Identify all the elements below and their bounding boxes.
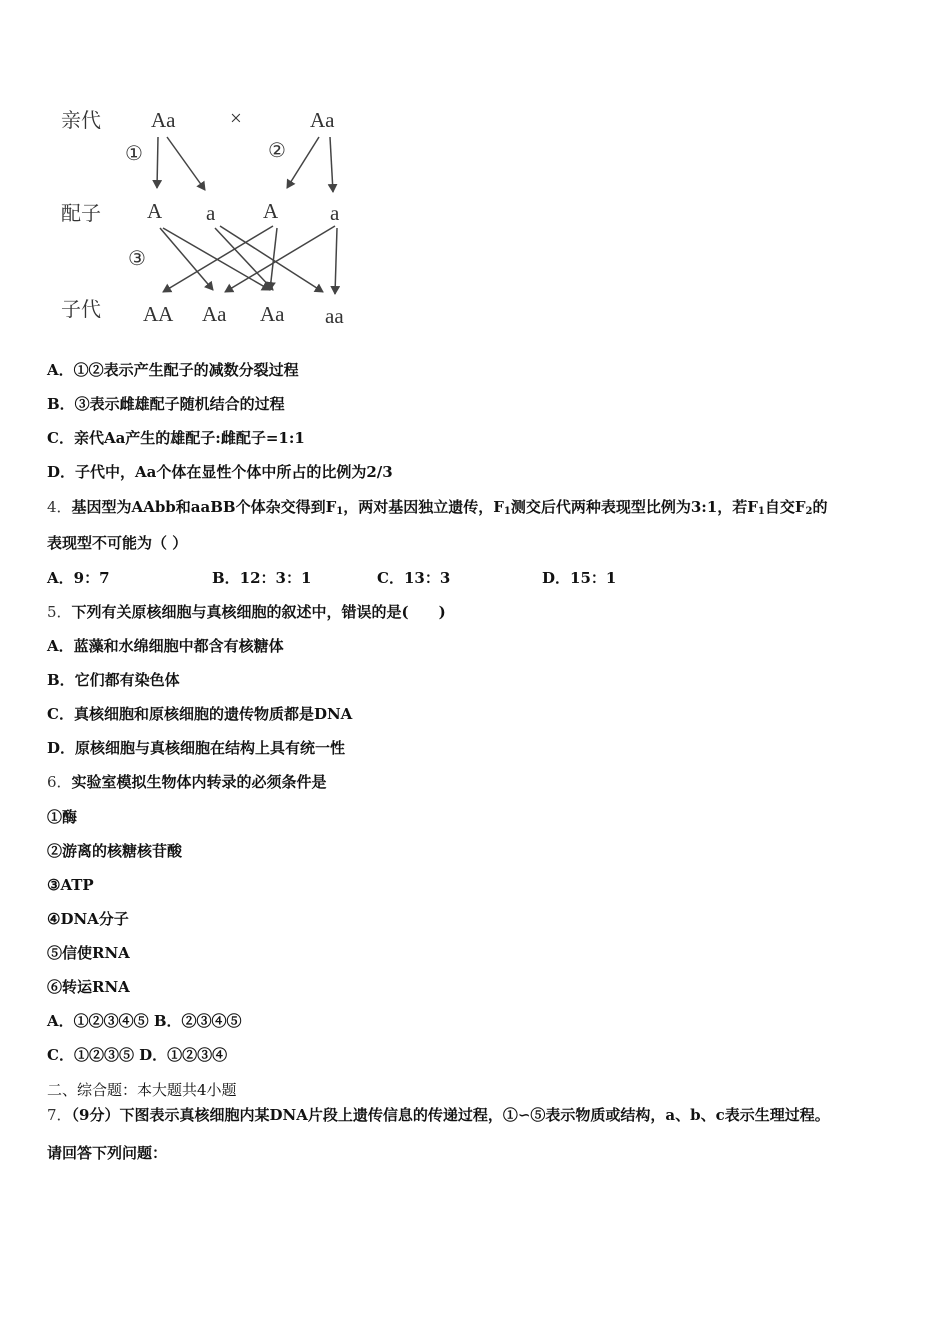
q5-stem: 5．下列有关原核细胞与真核细胞的叙述中，错误的是( ) — [47, 603, 446, 621]
label-gamete: 配子 — [61, 201, 101, 225]
q4-option-d: D．15：1 — [542, 569, 617, 587]
q5-option-b: B．它们都有染色体 — [47, 671, 180, 689]
q6-item-1: ①酶 — [47, 808, 78, 826]
q6-item-5: ⑤信使RNA — [47, 944, 130, 962]
section-heading: 二、综合题：本大题共4小题 — [47, 1081, 237, 1099]
q7-stem: 7．（9分）下图表示真核细胞内某DNA片段上遗传信息的传递过程，①∽⑤表示物质或结构，a、b、c表示生理过程。 — [47, 1106, 830, 1124]
offspring-2: Aa — [202, 302, 227, 326]
label-parent: 亲代 — [61, 108, 101, 132]
cross-symbol: × — [230, 106, 242, 130]
q6-item-4: ④DNA分子 — [47, 910, 129, 928]
q4-option-b: B．12：3：1 — [212, 569, 312, 587]
arrow-p2-a — [330, 137, 333, 192]
q6-options-line1: A．①②③④⑤ B．②③④⑤ — [47, 1012, 242, 1030]
offspring-3: Aa — [260, 302, 285, 326]
q4-number: 4． — [47, 498, 72, 516]
q5-option-d: D．原核细胞与真核细胞在结构上具有统一性 — [47, 739, 346, 757]
parent-2: Aa — [310, 108, 335, 132]
arrow-p1-a — [167, 137, 205, 190]
q4-option-a: A．9：7 — [47, 569, 110, 587]
q3-option-a: A．①②表示产生配子的减数分裂过程 — [47, 361, 299, 379]
q7-stem-line2: 请回答下列问题： — [47, 1144, 168, 1162]
gamete-3: A — [263, 199, 279, 223]
arrow-A-to-Aa1 — [160, 228, 213, 290]
offspring-4: aa — [325, 304, 344, 328]
q6-item-6: ⑥转运RNA — [47, 978, 130, 996]
parent-1: Aa — [151, 108, 176, 132]
genetic-cross-diagram — [55, 100, 355, 330]
q7-number: 7． — [47, 1106, 72, 1124]
q4-stem: 4．基因型为AAbb和aaBB个体杂交得到$F_1$，两对基因独立遗传，$F_1$测交后代两种表现型比例为3:1，若$F_1$自交$F_2$的 — [47, 498, 828, 517]
q4-option-c: C．13：3 — [377, 569, 451, 587]
arrow-a2-to-Aa1 — [225, 226, 335, 292]
q5-number: 5． — [47, 603, 72, 621]
q3-option-d: D．子代中，Aa个体在显性个体中所占的比例为2/3 — [47, 463, 393, 481]
label-offspring: 子代 — [61, 297, 101, 321]
q6-item-3: ③ATP — [47, 876, 94, 894]
q6-number: 6． — [47, 773, 72, 791]
arrow-p2-A — [287, 137, 319, 188]
q5-option-c: C．真核细胞和原核细胞的遗传物质都是DNA — [47, 705, 353, 723]
gamete-4: a — [330, 201, 340, 225]
q3-option-c: C．亲代Aa产生的雄配子:雌配子=1:1 — [47, 429, 305, 447]
arrow-a2-to-aa — [335, 228, 337, 294]
q6-stem: 6．实验室模拟生物体内转录的必须条件是 — [47, 773, 327, 791]
arrow-p1-A — [157, 137, 158, 188]
marker-2: ② — [268, 138, 286, 162]
q4-stem-line2: 表现型不可能为（ ） — [47, 534, 188, 552]
q6-item-2: ②游离的核糖核苷酸 — [47, 842, 183, 860]
q5-option-a: A．蓝藻和水绵细胞中都含有核糖体 — [47, 637, 284, 655]
gamete-2: a — [206, 201, 216, 225]
marker-1: ① — [125, 141, 143, 165]
gamete-1: A — [147, 199, 163, 223]
offspring-1: AA — [143, 302, 174, 326]
marker-3: ③ — [128, 246, 146, 270]
q6-options-line2: C．①②③⑤ D．①②③④ — [47, 1046, 228, 1064]
q3-option-b: B．③表示雌雄配子随机结合的过程 — [47, 395, 285, 413]
